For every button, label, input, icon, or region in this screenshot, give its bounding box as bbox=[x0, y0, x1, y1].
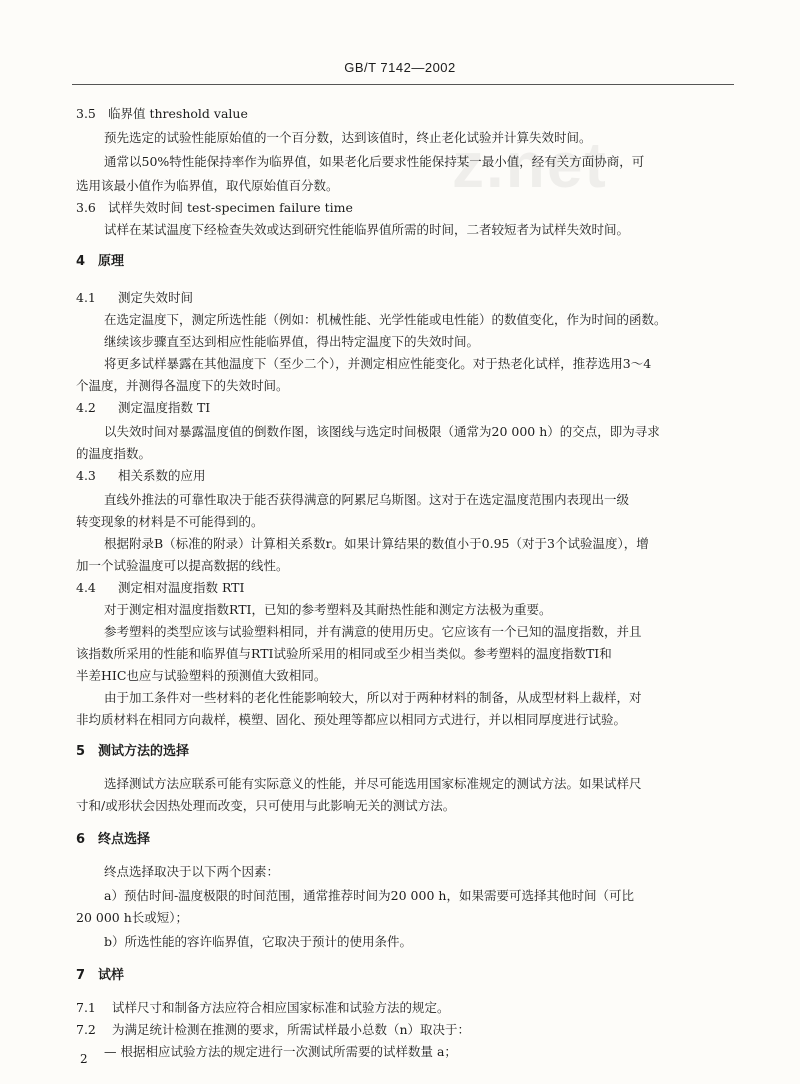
paragraph: 将更多试样暴露在其他温度下（至少二个），并测定相应性能变化。对于热老化试样，推荐选用3～4 bbox=[104, 356, 652, 371]
paragraph-continuation: 转变现象的材料是不可能得到的。 bbox=[76, 514, 264, 529]
paragraph: 由于加工条件对一些材料的老化性能影响较大，所以对于两种材料的制备，从成型材料上裁样，对 bbox=[104, 690, 642, 705]
watermark: z.net bbox=[452, 129, 608, 201]
standard-header: GB/T 7142—2002 bbox=[344, 60, 456, 75]
clause-title: 测定相对温度指数 RTI bbox=[118, 580, 245, 595]
header-rule bbox=[72, 84, 734, 85]
term-heading: 临界值 threshold value bbox=[108, 106, 248, 121]
paragraph: 试样尺寸和制备方法应符合相应国家标准和试验方法的规定。 bbox=[112, 1000, 450, 1015]
clause-title: 测定失效时间 bbox=[118, 290, 194, 305]
paragraph-continuation: 寸和/或形状会因热处理而改变，只可使用与此影响无关的测试方法。 bbox=[76, 798, 456, 813]
clause-title: 测定温度指数 TI bbox=[118, 400, 211, 415]
clause-number: 7.1 bbox=[76, 1000, 96, 1015]
clause-number: 4.3 bbox=[76, 468, 96, 483]
paragraph: 预先选定的试验性能原始值的一个百分数，达到该值时，终止老化试验并计算失效时间。 bbox=[104, 130, 592, 145]
section-title: 原理 bbox=[98, 254, 125, 269]
paragraph: 以失效时间对暴露温度值的倒数作图，该图线与选定时间极限（通常为20 000 h）的交点，即为寻求 bbox=[104, 424, 660, 439]
paragraph-continuation: 个温度，并测得各温度下的失效时间。 bbox=[76, 378, 289, 393]
clause-number: 4.4 bbox=[76, 580, 96, 595]
clause-number: 7.2 bbox=[76, 1022, 96, 1037]
list-item: b）所选性能的容许临界值，它取决于预计的使用条件。 bbox=[104, 934, 413, 949]
paragraph-continuation: 选用该最小值作为临界值，取代原始值百分数。 bbox=[76, 178, 339, 193]
section-number: 5 bbox=[76, 744, 86, 759]
section-title: 试样 bbox=[98, 968, 125, 983]
paragraph: 根据附录B（标准的附录）计算相关系数r。如果计算结果的数值小于0.95（对于3个试验温度），增 bbox=[104, 536, 649, 551]
list-item: a）预估时间-温度极限的时间范围，通常推荐时间为20 000 h，如果需要可选择其他时间（可比 bbox=[104, 888, 634, 903]
paragraph: 通常以50%特性能保持率作为临界值，如果老化后要求性能保持某一最小值，经有关方面协商，可 bbox=[104, 154, 645, 169]
paragraph-continuation: 半差HIC也应与试验塑料的预测值大致相同。 bbox=[76, 668, 327, 683]
paragraph: 终点选择取决于以下两个因素： bbox=[104, 864, 280, 879]
paragraph-continuation: 该指数所采用的性能和临界值与RTI试验所采用的相同或至少相当类似。参考塑料的温度指数TI和 bbox=[76, 646, 612, 661]
list-item: — 根据相应试验方法的规定进行一次测试所需要的试样数量 a； bbox=[104, 1044, 457, 1059]
paragraph: 在选定温度下，测定所选性能（例如：机械性能、光学性能或电性能）的数值变化，作为时间的函数。 bbox=[104, 312, 667, 327]
section-number: 4 bbox=[76, 254, 86, 269]
paragraph: 直线外推法的可靠性取决于能否获得满意的阿累尼乌斯图。这对于在选定温度范围内表现出一级 bbox=[104, 492, 630, 507]
paragraph-continuation: 的温度指数。 bbox=[76, 446, 152, 461]
paragraph: 为满足统计检测在推测的要求，所需试样最小总数（n）取决于： bbox=[112, 1022, 471, 1037]
clause-title: 相关系数的应用 bbox=[118, 468, 206, 483]
paragraph-continuation: 非均质材料在相同方向裁样，模塑、固化、预处理等都应以相同方式进行，并以相同厚度进行试验。 bbox=[76, 712, 627, 727]
paragraph: 选择测试方法应联系可能有实际意义的性能，并尽可能选用国家标准规定的测试方法。如果试样尺 bbox=[104, 776, 642, 791]
page-number: 2 bbox=[80, 1052, 88, 1066]
clause-number: 3.6 bbox=[76, 200, 96, 215]
paragraph: 继续该步骤直至达到相应性能临界值，得出特定温度下的失效时间。 bbox=[104, 334, 480, 349]
section-number: 7 bbox=[76, 968, 86, 983]
list-item-continuation: 20 000 h长或短）； bbox=[76, 910, 189, 925]
section-title: 测试方法的选择 bbox=[98, 744, 190, 759]
clause-number: 4.1 bbox=[76, 290, 96, 305]
paragraph-continuation: 加一个试验温度可以提高数据的线性。 bbox=[76, 558, 289, 573]
term-heading: 试样失效时间 test-specimen failure time bbox=[108, 200, 353, 215]
clause-number: 3.5 bbox=[76, 106, 96, 121]
section-number: 6 bbox=[76, 832, 86, 847]
paragraph: 试样在某试温度下经检查失效或达到研究性能临界值所需的时间，二者较短者为试样失效时间。 bbox=[104, 222, 630, 237]
paragraph: 参考塑料的类型应该与试验塑料相同，并有满意的使用历史。它应该有一个已知的温度指数，并且 bbox=[104, 624, 642, 639]
paragraph: 对于测定相对温度指数RTI，已知的参考塑料及其耐热性能和测定方法极为重要。 bbox=[104, 602, 552, 617]
clause-number: 4.2 bbox=[76, 400, 96, 415]
section-title: 终点选择 bbox=[98, 832, 151, 847]
